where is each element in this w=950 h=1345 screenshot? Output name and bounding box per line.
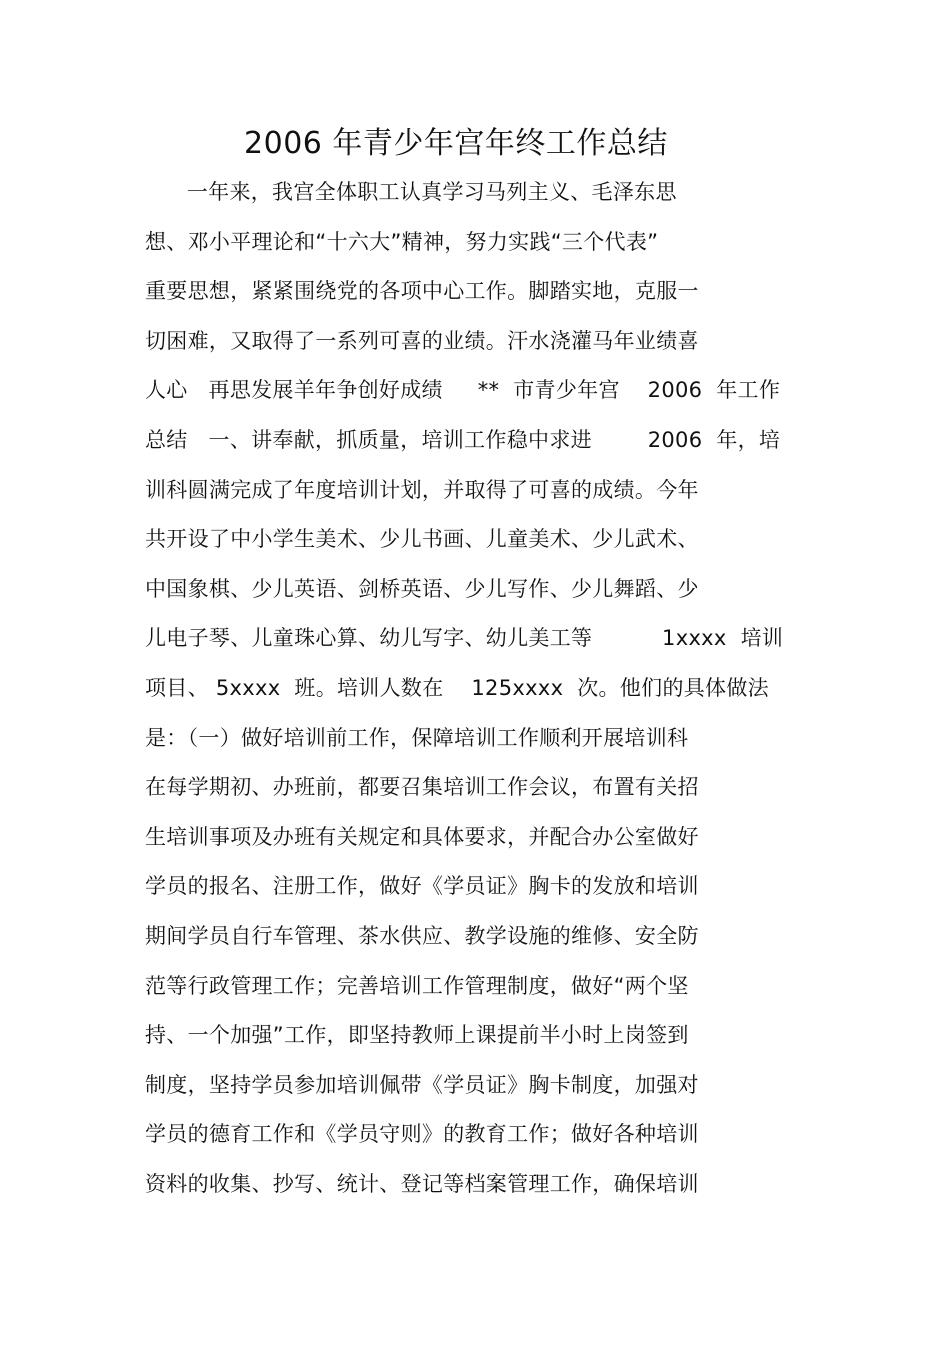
body-line: 想、邓小平理论和“十六大”精神，努力实践“三个代表”: [145, 229, 659, 254]
body-line: 学员的德育工作和《学员守则》的教育工作；做好各种培训: [145, 1122, 699, 1147]
body-line: 资料的收集、抄写、统计、登记等档案管理工作，确保培训: [145, 1171, 699, 1196]
body-line: 在每学期初、办班前，都要召集培训工作会议，布置有关招: [145, 775, 699, 800]
body-line: 人心 再思发展羊年争创好成绩 ** 市青少年宫 2006 年工作: [145, 378, 781, 403]
body-line: 一年来，我宫全体职工认真学习马列主义、毛泽东思: [145, 180, 677, 204]
body-line: 共开设了中小学生美术、少儿书画、儿童美术、少儿武术、: [145, 527, 699, 552]
body-line: 是：（一）做好培训前工作，保障培训工作顺利开展培训科: [145, 725, 689, 750]
body-line: 儿电子琴、儿童珠心算、幼儿写字、幼儿美工等 1xxxx 培训: [145, 626, 784, 651]
document-body: [145, 172, 815, 1213]
body-line: 切困难，又取得了一系列可喜的业绩。汗水浇灌马年业绩喜: [145, 328, 699, 353]
body-line: 总结 一、讲奉献，抓质量，培训工作稳中求进 2006 年，培: [145, 427, 781, 452]
document-title: 2006 年青少年宫年终工作总结: [244, 126, 668, 161]
body-line: 持、一个加强”工作，即坚持教师上课提前半小时上岗签到: [145, 1023, 689, 1048]
body-line: 中国象棋、少儿英语、剑桥英语、少儿写作、少儿舞蹈、少: [145, 576, 699, 601]
body-line: 项目、 5xxxx 班。培训人数在 125xxxx 次。他们的具体做法: [145, 675, 769, 700]
body-line: 范等行政管理工作；完善培训工作管理制度，做好“两个坚: [145, 973, 689, 998]
body-line: 学员的报名、注册工作，做好《学员证》胸卡的发放和培训: [145, 874, 699, 899]
body-line: 重要思想，紧紧围绕党的各项中心工作。脚踏实地，克服一: [145, 279, 699, 304]
body-line: 期间学员自行车管理、茶水供应、教学设施的维修、安全防: [145, 923, 699, 948]
body-line: 制度，坚持学员参加培训佩带《学员证》胸卡制度，加强对: [145, 1072, 699, 1097]
body-line: 训科圆满完成了年度培训计划，并取得了可喜的成绩。今年: [145, 477, 699, 502]
body-line: 生培训事项及办班有关规定和具体要求，并配合办公室做好: [145, 824, 699, 849]
